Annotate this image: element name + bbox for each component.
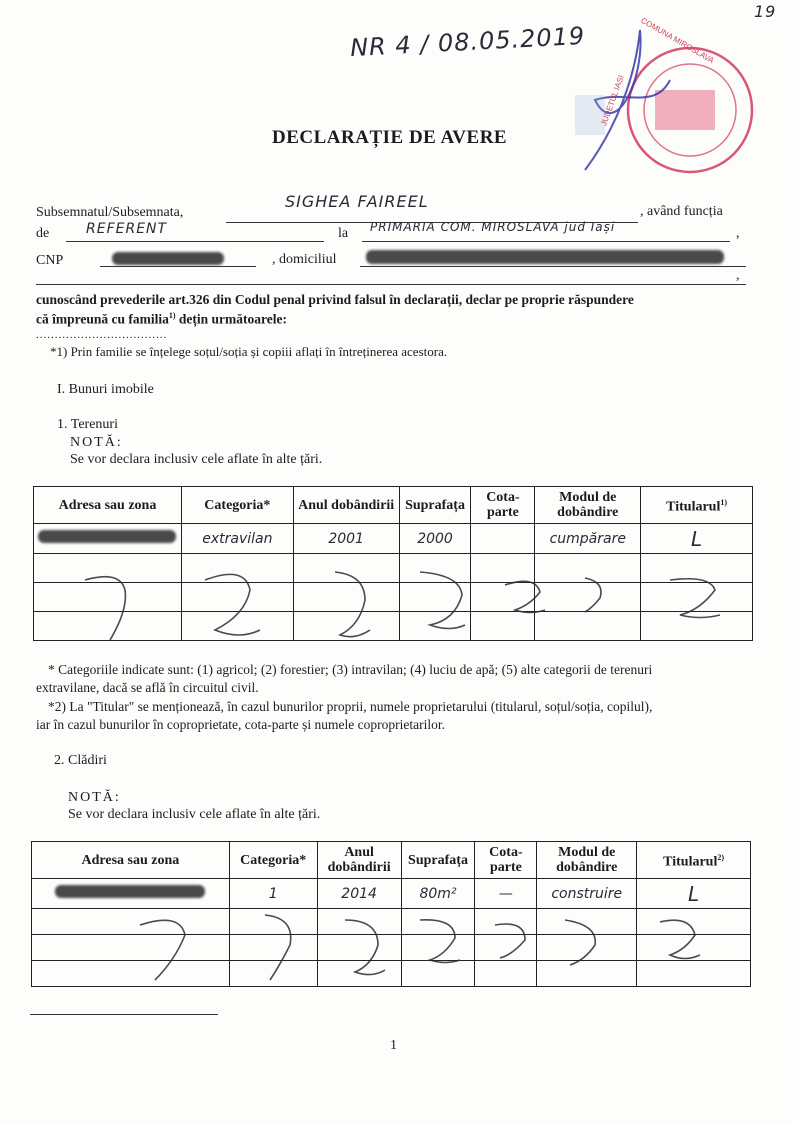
registration-number: NR 4 / 08.05.2019 [349, 21, 586, 63]
document-title: DECLARAȚIE DE AVERE [272, 127, 508, 148]
table-row [34, 554, 753, 583]
footer-rule [30, 1014, 218, 1015]
page-number: 1 [390, 1038, 397, 1053]
table-row [34, 524, 753, 554]
cell-adresa [34, 524, 182, 554]
statement-part-b: dețin următoarele: [175, 311, 288, 327]
table-row [34, 583, 753, 612]
stamp-top-text: COMUNA MIROSLAVA [639, 15, 716, 66]
footnote-categories-2: extravilane, dacă se află în circuitul civil. [36, 680, 259, 695]
footnote-titular-2: iar în cazul bunurilor în coproprietate, cota-parte și numele coproprietarilor. [36, 717, 445, 732]
statement-sup: 1) [168, 311, 176, 320]
adresa-redaction [38, 530, 176, 543]
cell-titular: L [637, 879, 751, 909]
function-value: REFERENT [86, 221, 168, 237]
table-row [32, 879, 751, 909]
nota-label-1: NOTĂ: [70, 435, 123, 450]
col-categoria: Categoria* [229, 842, 317, 879]
cell-anul: 2001 [293, 524, 399, 554]
titular-sup: 1) [720, 498, 728, 508]
adresa-redaction [55, 885, 205, 898]
intro-label: Subsemnatul/Subsemnata, [36, 205, 184, 220]
comma-mark-2: , [736, 268, 740, 283]
table-row [32, 935, 751, 961]
table-header-row [32, 842, 751, 879]
col-cota: Cota-parte [471, 487, 535, 524]
stamp-side-text: JUDETUL IASI [599, 74, 626, 127]
cladiri-heading: 2. Clădiri [54, 753, 107, 768]
dotted-line: ................................... [36, 329, 168, 341]
cnp-label: CNP [36, 253, 64, 268]
la-label: la [338, 226, 349, 241]
statement-line-1: cunoscând prevederile art.326 din Codul penal privind falsul în declarații, declar pe proprie răspundere [36, 292, 634, 307]
col-modul: Modul de dobândire [537, 842, 637, 879]
col-adresa: Adresa sau zona [32, 842, 230, 879]
domicile-redaction [366, 250, 724, 264]
cell-categoria: extravilan [181, 524, 293, 554]
cell-adresa [32, 879, 230, 909]
cell-anul: 2014 [317, 879, 401, 909]
table-row [32, 909, 751, 935]
col-modul: Modul de dobândire [535, 487, 641, 524]
cell-suprafata: 2000 [399, 524, 471, 554]
statement-part-a: că împreună cu familia [36, 311, 169, 327]
institution-value: PRIMARIA COM. MIROSLAVA jud Iași [370, 220, 616, 234]
col-suprafata: Suprafața [399, 487, 471, 524]
nota-label-2: NOTĂ: [68, 790, 121, 805]
titular-sup: 2) [717, 853, 725, 863]
comma-mark: , [736, 226, 740, 241]
table-row [34, 612, 753, 641]
cell-titular: L [641, 524, 753, 554]
cnp-redaction [112, 252, 224, 265]
nota-text-2: Se vor declara inclusiv cele aflate în alte țări. [68, 807, 321, 822]
col-categoria: Categoria* [181, 487, 293, 524]
col-titular [641, 487, 753, 524]
cell-suprafata: 80m² [401, 879, 475, 909]
terenuri-heading: 1. Terenuri [57, 417, 118, 432]
domicile-label: , domiciliul [272, 252, 337, 267]
cell-modul: construire [537, 879, 637, 909]
institution-underline [362, 241, 730, 242]
function-underline [66, 241, 324, 242]
footnote-categories-1: * Categoriile indicate sunt: (1) agricol; (2) forestier; (3) intravilan; (4) luciu de apă; (5) alte categorii de terenuri [48, 662, 653, 677]
col-anul: Anul dobândirii [293, 487, 399, 524]
col-suprafata: Suprafața [401, 842, 475, 879]
nota-text-1: Se vor declara inclusiv cele aflate în alte țări. [70, 452, 323, 467]
page-corner-number: 19 [754, 2, 777, 21]
function-label: , având funcția [640, 204, 723, 219]
col-titular-label: Titularul [663, 854, 718, 870]
footnote-family: *1) Prin familie se înțelege soțul/soția și copiii aflați în întreținerea acestora. [50, 344, 448, 359]
table-header-row [34, 487, 753, 524]
cell-cota [471, 524, 535, 554]
col-titular-label: Titularul [666, 499, 721, 515]
col-anul: Anul dobândirii [317, 842, 401, 879]
domicile-underline-2 [36, 284, 746, 285]
declarant-name: SIGHEA FAIREEL [285, 192, 429, 211]
col-titular [637, 842, 751, 879]
footnote-titular-1: *2) La "Titular" se menționează, în cazul bunurilor proprii, numele proprietarului (titularul, soțul/soția, copilul), [48, 699, 653, 714]
cell-modul: cumpărare [535, 524, 641, 554]
cell-categoria: 1 [229, 879, 317, 909]
cladiri-table [31, 841, 751, 987]
cell-cota: — [475, 879, 537, 909]
de-label: de [36, 226, 50, 241]
statement-line-2 [36, 311, 287, 328]
col-adresa: Adresa sau zona [34, 487, 182, 524]
table-row [32, 961, 751, 987]
domicile-underline [360, 266, 746, 267]
cnp-underline [100, 266, 256, 267]
section-1-heading: I. Bunuri imobile [57, 382, 154, 397]
col-cota: Cota-parte [475, 842, 537, 879]
terenuri-table [33, 486, 753, 641]
